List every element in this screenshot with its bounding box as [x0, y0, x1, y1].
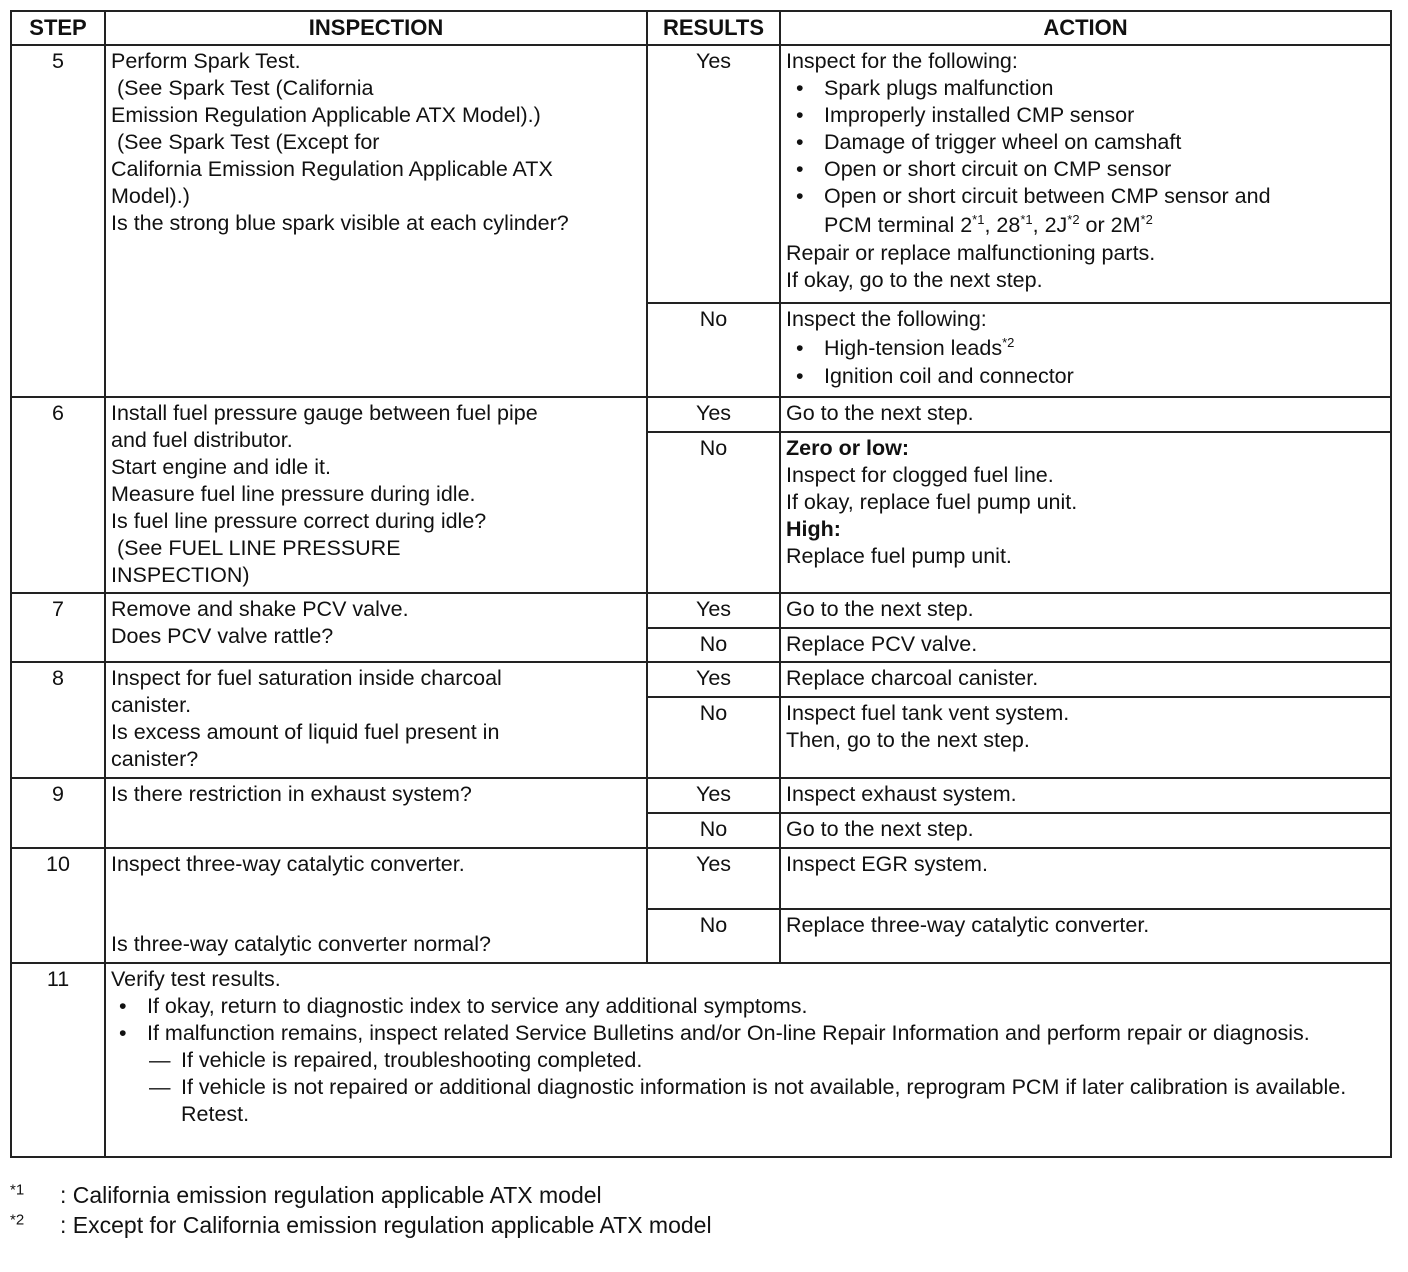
action-cell: Replace three-way catalytic converter.: [780, 909, 1391, 963]
result-yes: Yes: [647, 778, 780, 813]
step-number: 6: [11, 397, 105, 593]
header-step: STEP: [11, 11, 105, 45]
action-cell: Go to the next step.: [780, 813, 1391, 848]
action-bullet-list: • Spark plugs malfunction • Improperly installed CMP sensor • Damage of trigger wheel on camshaft • Open or short circuit on CMP sensor • Open or short circuit between CMP sensor and: [786, 75, 1385, 210]
action-bullet-list: • High-tension leads$^{*2}$ • Ignition coil and connector: [786, 333, 1385, 390]
step-number: 8: [11, 662, 105, 778]
verify-bullet-list: • If okay, return to diagnostic index to service any additional symptoms. • If malfunction remains, inspect related Service Bulletins and/or On-line Repair Information and perform repair or diagnosis.: [111, 993, 1385, 1047]
verify-dash-list: — If vehicle is repaired, troubleshooting completed. — If vehicle is not repaired or additional diagnostic information is not available, reprogram PCM if later calibration is available. Retest.: [111, 1047, 1385, 1128]
table-row: [11, 848, 1391, 909]
action-cell: Inspect EGR system.: [780, 848, 1391, 909]
step-number: 11: [11, 963, 105, 1157]
step-number: 9: [11, 778, 105, 848]
action-cell: Go to the next step.: [780, 593, 1391, 628]
result-yes: Yes: [647, 848, 780, 909]
result-no: No: [647, 909, 780, 963]
inspection-cell: Remove and shake PCV valve. Does PCV valve rattle?: [105, 593, 647, 662]
step-number: 5: [11, 45, 105, 397]
footnote-1: $^{*1}$ : California emission regulation applicable ATX model: [10, 1181, 602, 1208]
table-row: [11, 662, 1391, 697]
pcm-terminal-line: PCM terminal 2$^{*1}$, 28$^{*1}$, $2J^{*2}$ or $2M^{*2}$: [824, 211, 1153, 237]
table-row: [11, 963, 1391, 1157]
action-cell: Replace charcoal canister.: [780, 662, 1391, 697]
result-yes: Yes: [647, 662, 780, 697]
inspection-cell: Inspect three-way catalytic converter. Is three-way catalytic converter normal?: [105, 848, 647, 963]
header-row: [11, 11, 1391, 45]
result-no: No: [647, 697, 780, 778]
action-cell: Inspect the following: • High-tension leads$^{*2}$ • Ignition coil and connector: [780, 303, 1391, 397]
diagnostic-table: [10, 10, 1392, 1158]
step-number: 7: [11, 593, 105, 662]
result-yes: Yes: [647, 593, 780, 628]
condition-heading: Zero or low:: [786, 436, 910, 460]
inspection-cell: Is there restriction in exhaust system?: [105, 778, 647, 848]
footnote-2: $^{*2}$ : Except for California emission regulation applicable ATX model: [10, 1211, 712, 1238]
step-number: 10: [11, 848, 105, 963]
action-cell: Inspect for the following: • Spark plugs malfunction • Improperly installed CMP sensor • Damage of trigger wheel on camshaft • Open or short circuit on CMP sensor • Open or short circuit between CMP sensor and PCM terminal 2$^{*1}$, 28$^{*1}$, $2J^{*2}$ or $2M^{*2}$ Repair or replace malfunctioning parts. If okay, go to the next step.: [780, 45, 1391, 303]
inspection-cell: Perform Spark Test. (See Spark Test (California Emission Regulation Applicable ATX Model).) (See Spark Test (Except for California Emission Regulation Applicable ATX Model).) Is the strong blue spark visible at each cylinder?: [105, 45, 647, 397]
action-cell: Replace PCV valve.: [780, 628, 1391, 662]
result-no: No: [647, 432, 780, 593]
header-action: ACTION: [780, 11, 1391, 45]
inspection-cell: Verify test results. • If okay, return to diagnostic index to service any additional symptoms. • If malfunction remains, inspect related Service Bulletins and/or On-line Repair Information and perform repair or diagnosis. — If vehicle is repaired, troubleshooting completed. — If vehicle is not repaired or additional diagnostic information is not available, reprogram PCM if later calibration is available. Retest.: [105, 963, 1391, 1157]
table-row: [11, 778, 1391, 813]
action-cell: Zero or low: Inspect for clogged fuel line. If okay, replace fuel pump unit. High: Replace fuel pump unit.: [780, 432, 1391, 593]
result-no: No: [647, 303, 780, 397]
table-row: [11, 397, 1391, 432]
result-no: No: [647, 813, 780, 848]
action-cell: Inspect exhaust system.: [780, 778, 1391, 813]
table-row: [11, 593, 1391, 628]
result-no: No: [647, 628, 780, 662]
inspection-cell: Install fuel pressure gauge between fuel pipe and fuel distributor. Start engine and idle it. Measure fuel line pressure during idle. Is fuel line pressure correct during idle? (See FUEL LINE PRESSURE INSPECTION): [105, 397, 647, 593]
inspection-cell: Inspect for fuel saturation inside charcoal canister. Is excess amount of liquid fuel present in canister?: [105, 662, 647, 778]
action-cell: Go to the next step.: [780, 397, 1391, 432]
table-row: [11, 45, 1391, 303]
action-cell: Inspect fuel tank vent system. Then, go to the next step.: [780, 697, 1391, 778]
condition-heading: High:: [786, 517, 841, 541]
header-inspection: INSPECTION: [105, 11, 647, 45]
header-results: RESULTS: [647, 11, 780, 45]
result-yes: Yes: [647, 45, 780, 303]
result-yes: Yes: [647, 397, 780, 432]
